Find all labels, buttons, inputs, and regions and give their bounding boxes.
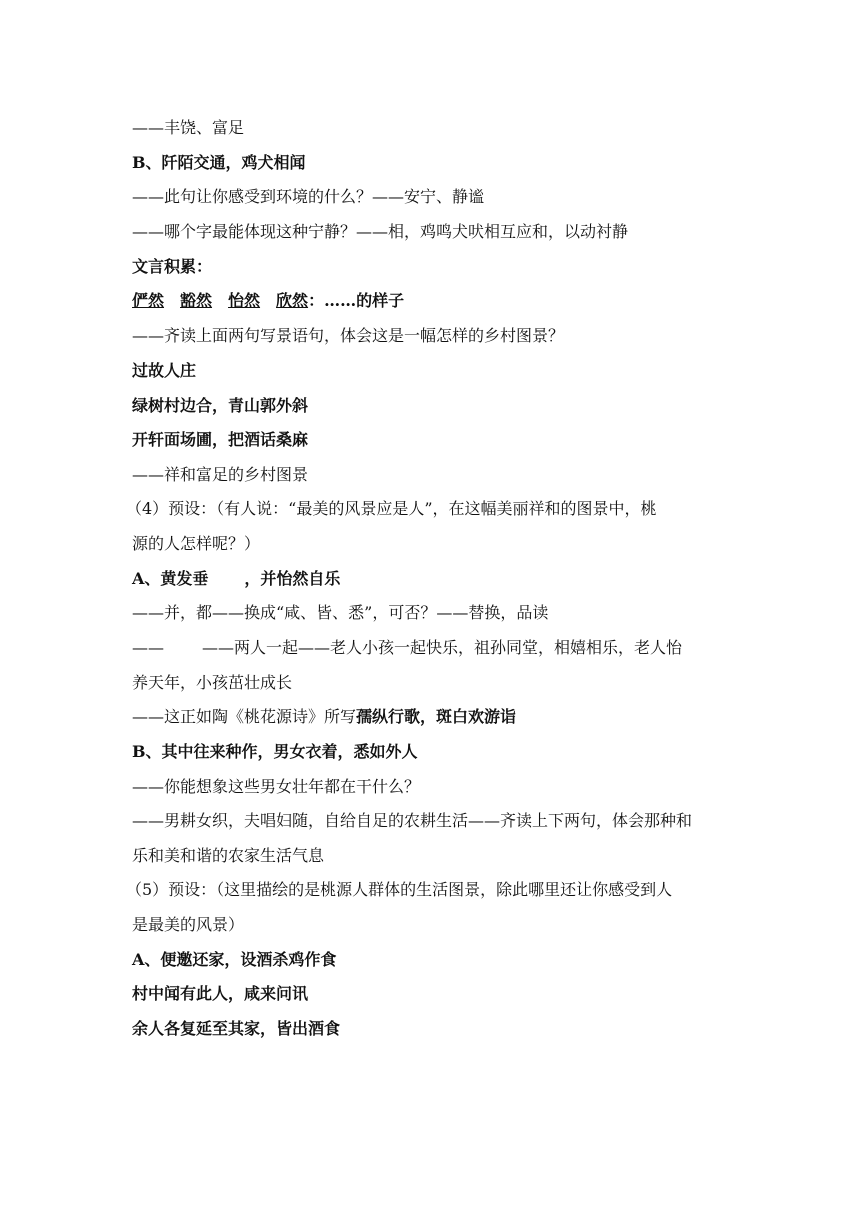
text-line (132, 638, 682, 658)
text-line (132, 707, 516, 727)
vocab-word: 豁然 (180, 291, 213, 310)
heading-part: A、黄发垂 (132, 569, 209, 588)
text-line: 养天年，小孩茁壮成长 (132, 673, 293, 692)
poem-line: 绿树村边合，青山郭外斜 (132, 396, 309, 415)
vocab-word: 怡然 (228, 291, 261, 310)
text-line: ——哪个字最能体现这种宁静？——相，鸡鸣犬吠相互应和，以动衬静 (132, 222, 629, 241)
vocab-word: 俨然 (132, 291, 165, 310)
text-line: ——并，都——换成“咸、皆、悉”，可否？——替换，品读 (132, 603, 549, 622)
text-line: ——你能想象这些男女壮年都在干什么？ (132, 777, 421, 796)
section-heading: 文言积累： (132, 257, 213, 276)
text-line: 源的人怎样呢？） (132, 534, 261, 553)
text-line: 乐和美和谐的农家生活气息 (132, 846, 325, 865)
text-line: （5）预设：（这里描绘的是桃源人群体的生活图景，除此哪里还让你感受到人 (126, 880, 673, 899)
text-line: ——丰饶、富足 (132, 118, 245, 137)
poem-title: 过故人庄 (132, 361, 197, 380)
section-heading: B、阡陌交通，鸡犬相闻 (132, 153, 306, 172)
text-line: ——此句让你感受到环境的什么？——安宁、静谧 (132, 187, 485, 206)
text-part: ——两人一起——老人小孩一起快乐，祖孙同堂，相嬉相乐，老人怡 (202, 638, 683, 657)
text-part: ——这正如陶《桃花源诗》所写 (132, 707, 357, 726)
dash: —— (132, 638, 164, 657)
quote-line: 村中闻有此人，咸来问讯 (132, 984, 309, 1003)
poem-line: 开轩面场圃，把酒话桑麻 (132, 430, 309, 449)
vocab-word: 欣然 (276, 291, 309, 310)
section-heading: B、其中往来种作，男女衣着，悉如外人 (132, 742, 418, 761)
quote-bold: 孺纵行歌，斑白欢游诣 (356, 707, 517, 726)
quote-line: 余人各复延至其家，皆出酒食 (132, 1019, 341, 1038)
text-line: ——男耕女织，夫唱妇随，自给自足的农耕生活——齐读上下两句，体会那种和 (132, 811, 693, 830)
text-line: （4）预设：（有人说：“最美的风景应是人”，在这幅美丽祥和的图景中，桃 (126, 499, 657, 518)
text-line: ——齐读上面两句写景语句，体会这是一幅怎样的乡村图景？ (132, 326, 565, 345)
text-line: 是最美的风景） (132, 915, 245, 934)
vocab-meaning: ：……的样子 (308, 291, 405, 310)
heading-part: ，并怡然自乐 (244, 569, 341, 588)
section-heading: A、便邀还家，设酒杀鸡作食 (132, 950, 337, 969)
section-heading (132, 569, 340, 589)
text-line: ——祥和富足的乡村图景 (132, 465, 309, 484)
vocabulary-line (132, 291, 404, 311)
